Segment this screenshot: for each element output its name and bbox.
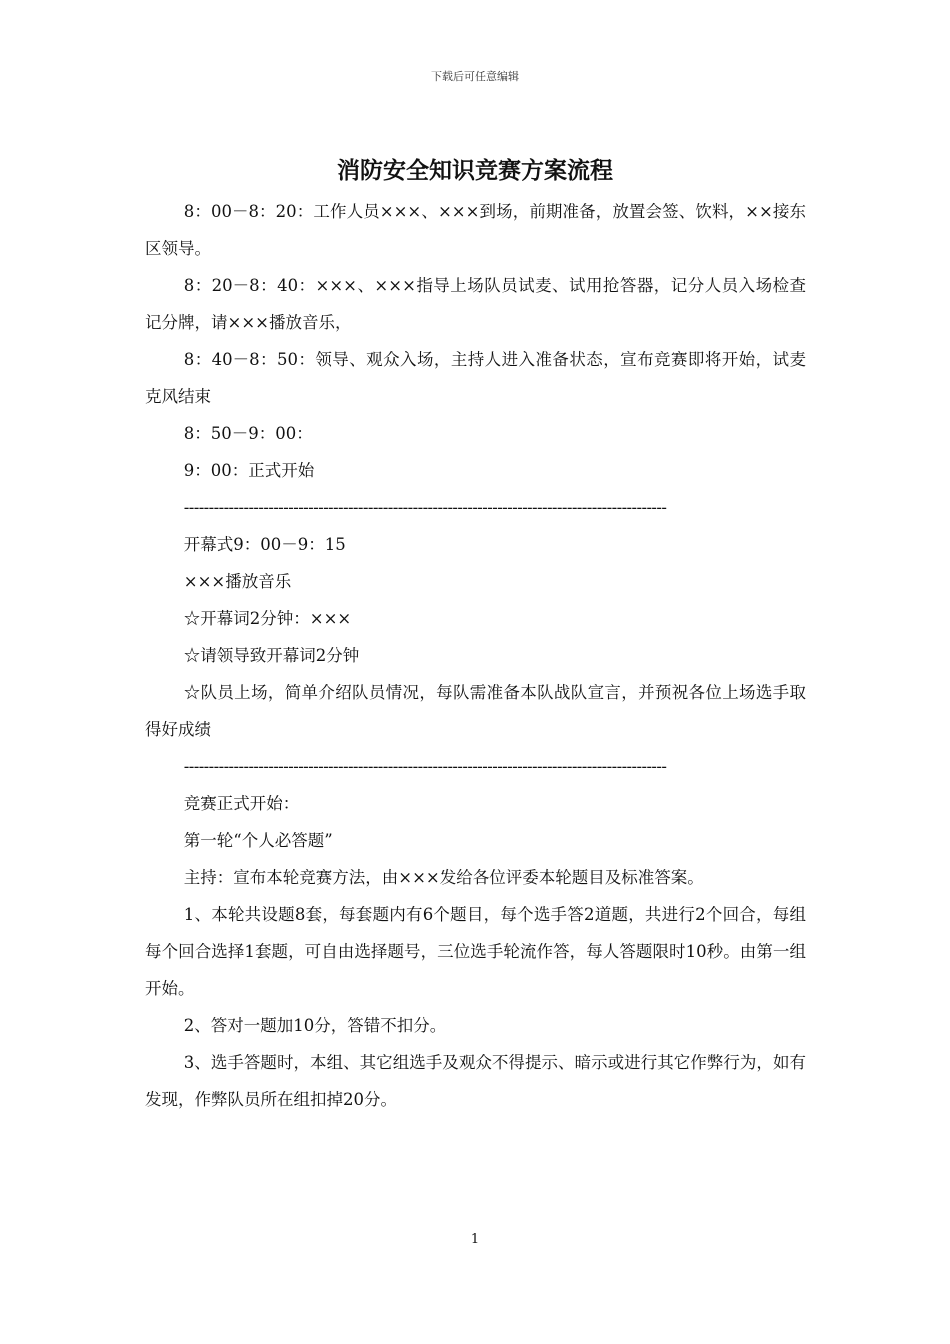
host-instructions: 主持：宣布本轮竞赛方法，由×××发给各位评委本轮题目及标准答案。 xyxy=(183,868,704,887)
header-note: 下载后可任意编辑 xyxy=(431,70,519,83)
opening-ceremony-heading: 开幕式9：00－9：15 xyxy=(183,535,346,554)
rule-2: 2、答对一题加10分，答错不扣分。 xyxy=(183,1016,447,1035)
dashed-separator: ------------------------------------------------------------------------------------------------- xyxy=(183,498,667,517)
opening-speech: ☆开幕词2分钟：××× xyxy=(183,609,352,628)
schedule-item-0850: 8：50－9：00： xyxy=(183,424,313,443)
document-title: 消防安全知识竞赛方案流程 xyxy=(337,157,613,184)
rule-3: 3、选手答题时，本组、其它组选手及观众不得提示、暗示或进行其它作弊行为，如有发现，作弊队员所在组扣掉20分。 xyxy=(145,1053,806,1109)
rule-1: 1、本轮共设题8套，每套题内有6个题目，每个选手答2道题，共进行2个回合，每组每个回合选择1套题，可自由选择题号，三位选手轮流作答，每人答题限时10秒。由第一组开始。 xyxy=(145,905,806,998)
document-body xyxy=(145,193,806,1118)
opening-music: ×××播放音乐 xyxy=(183,572,292,591)
schedule-item-entry: 8：40－8：50：领导、观众入场，主持人进入准备状态，宣布竞赛即将开始，试麦克风结束 xyxy=(145,350,806,406)
round-one-heading: 第一轮“个人必答题” xyxy=(183,831,333,850)
contest-start-heading: 竞赛正式开始： xyxy=(183,794,300,813)
team-introduction: ☆队员上场，简单介绍队员情况，每队需准备本队战队宣言，并预祝各位上场选手取得好成绩 xyxy=(145,683,806,739)
schedule-item-setup: 8：00－8：20：工作人员×××、×××到场，前期准备，放置会签、饮料，××接东区领导。 xyxy=(145,202,806,258)
schedule-item-rehearsal: 8：20－8：40：×××、×××指导上场队员试麦、试用抢答器，记分人员入场检查记分牌，请×××播放音乐， xyxy=(145,276,806,332)
page-number: 1 xyxy=(470,1232,480,1247)
schedule-item-start: 9：00：正式开始 xyxy=(183,461,315,480)
dashed-separator: ------------------------------------------------------------------------------------------------- xyxy=(183,757,667,776)
leader-speech: ☆请领导致开幕词2分钟 xyxy=(183,646,360,665)
